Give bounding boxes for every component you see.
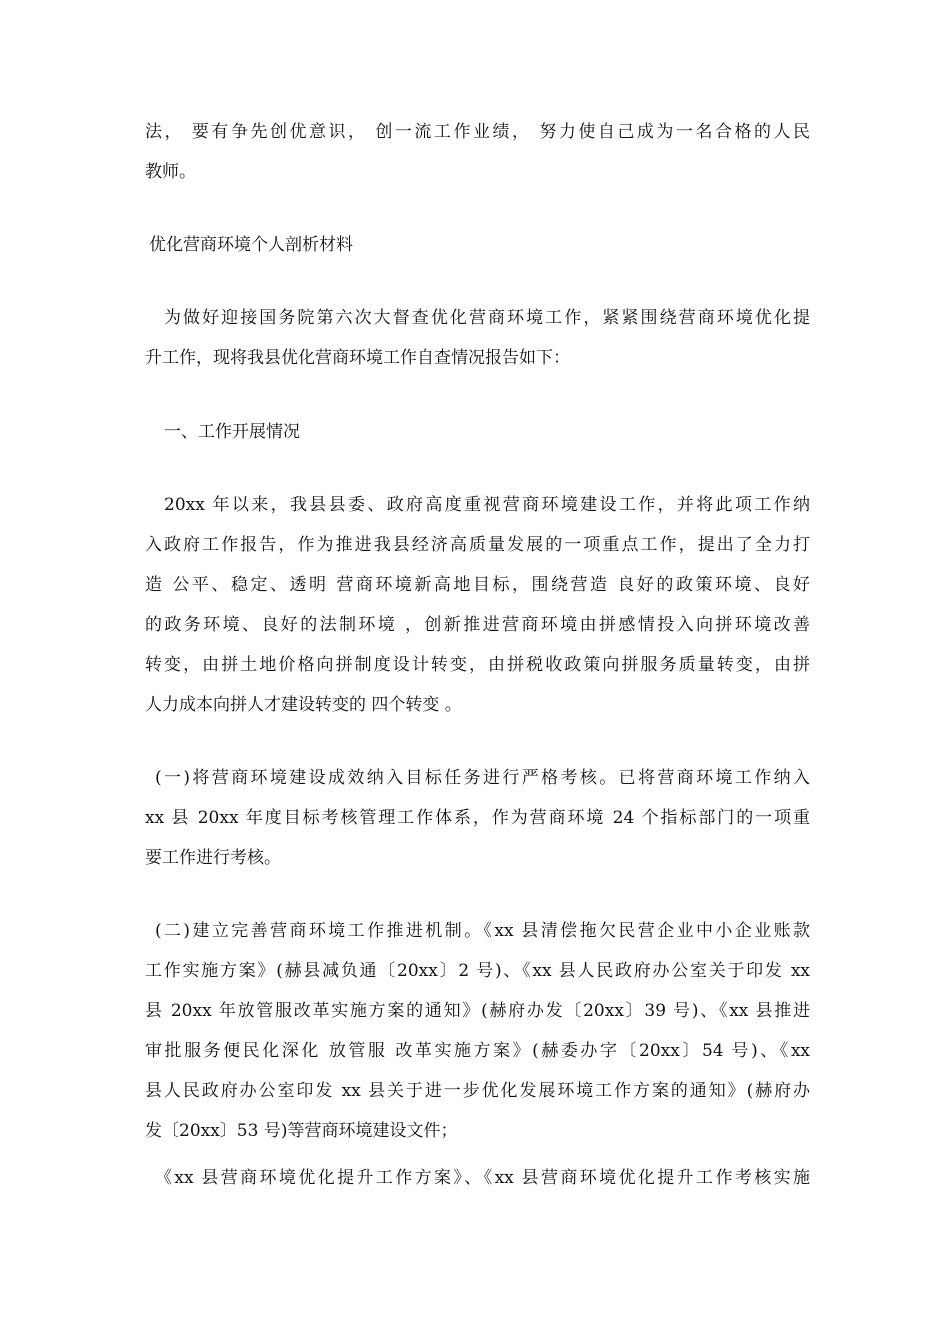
paragraph-line: 法， 要有争先创优意识， 创一流工作业绩， 努力使自己成为一名合格的人民: [145, 122, 810, 142]
paragraph-line: 造 公平、稳定、透明 营商环境新高地目标，围绕营造 良好的政策环境、良好: [145, 575, 810, 595]
paragraph-line: 入政府工作报告，作为推进我县经济高质量发展的一项重点工作，提出了全力打: [145, 535, 810, 555]
paragraph-line: 《xx 县营商环境优化提升工作方案》、《xx 县营商环境优化提升工作考核实施: [155, 1168, 810, 1188]
paragraph-line: 工作实施方案》(赫县减负通〔20xx〕2 号)、《xx 县人民政府办公室关于印发 xx: [145, 961, 810, 981]
paragraph-line: 的政务环境、良好的法制环境 ，创新推进营商环境由拼感情投入向拼环境改善: [145, 615, 810, 635]
paragraph-line: 县 20xx 年放管服改革实施方案的通知》(赫府办发〔20xx〕39 号)、《xx 县推进: [145, 1001, 810, 1021]
paragraph-line: 20xx 年以来，我县县委、政府高度重视营商环境建设工作，并将此项工作纳: [164, 495, 810, 515]
section-title: 优化营商环境个人剖析材料: [149, 235, 353, 255]
paragraph-line: 人力成本向拼人才建设转变的 四个转变 。: [145, 695, 462, 715]
paragraph-line: (二)建立完善营商环境工作推进机制。《xx 县清偿拖欠民营企业中小企业账款: [155, 921, 810, 941]
paragraph-line: 发〔20xx〕53 号)等营商环境建设文件；: [145, 1121, 458, 1141]
section-heading: 一、工作开展情况: [164, 422, 300, 442]
paragraph-line: 要工作进行考核。: [145, 848, 281, 868]
paragraph-line: 升工作，现将我县优化营商环境工作自查情况报告如下：: [145, 348, 570, 368]
paragraph-line: (一)将营商环境建设成效纳入目标任务进行严格考核。已将营商环境工作纳入: [155, 768, 810, 788]
paragraph-line: 教师。: [145, 162, 196, 182]
paragraph-line: 转变，由拼土地价格向拼制度设计转变，由拼税收政策向拼服务质量转变，由拼: [145, 655, 810, 675]
paragraph-line: 审批服务便民化深化 放管服 改革实施方案》(赫委办字〔20xx〕54 号)、《xx: [145, 1041, 810, 1061]
paragraph-line: 为做好迎接国务院第六次大督查优化营商环境工作，紧紧围绕营商环境优化提: [164, 308, 810, 328]
paragraph-line: xx 县 20xx 年度目标考核管理工作体系，作为营商环境 24 个指标部门的一项重: [145, 808, 810, 828]
paragraph-line: 县人民政府办公室印发 xx 县关于进一步优化发展环境工作方案的通知》(赫府办: [145, 1081, 810, 1101]
